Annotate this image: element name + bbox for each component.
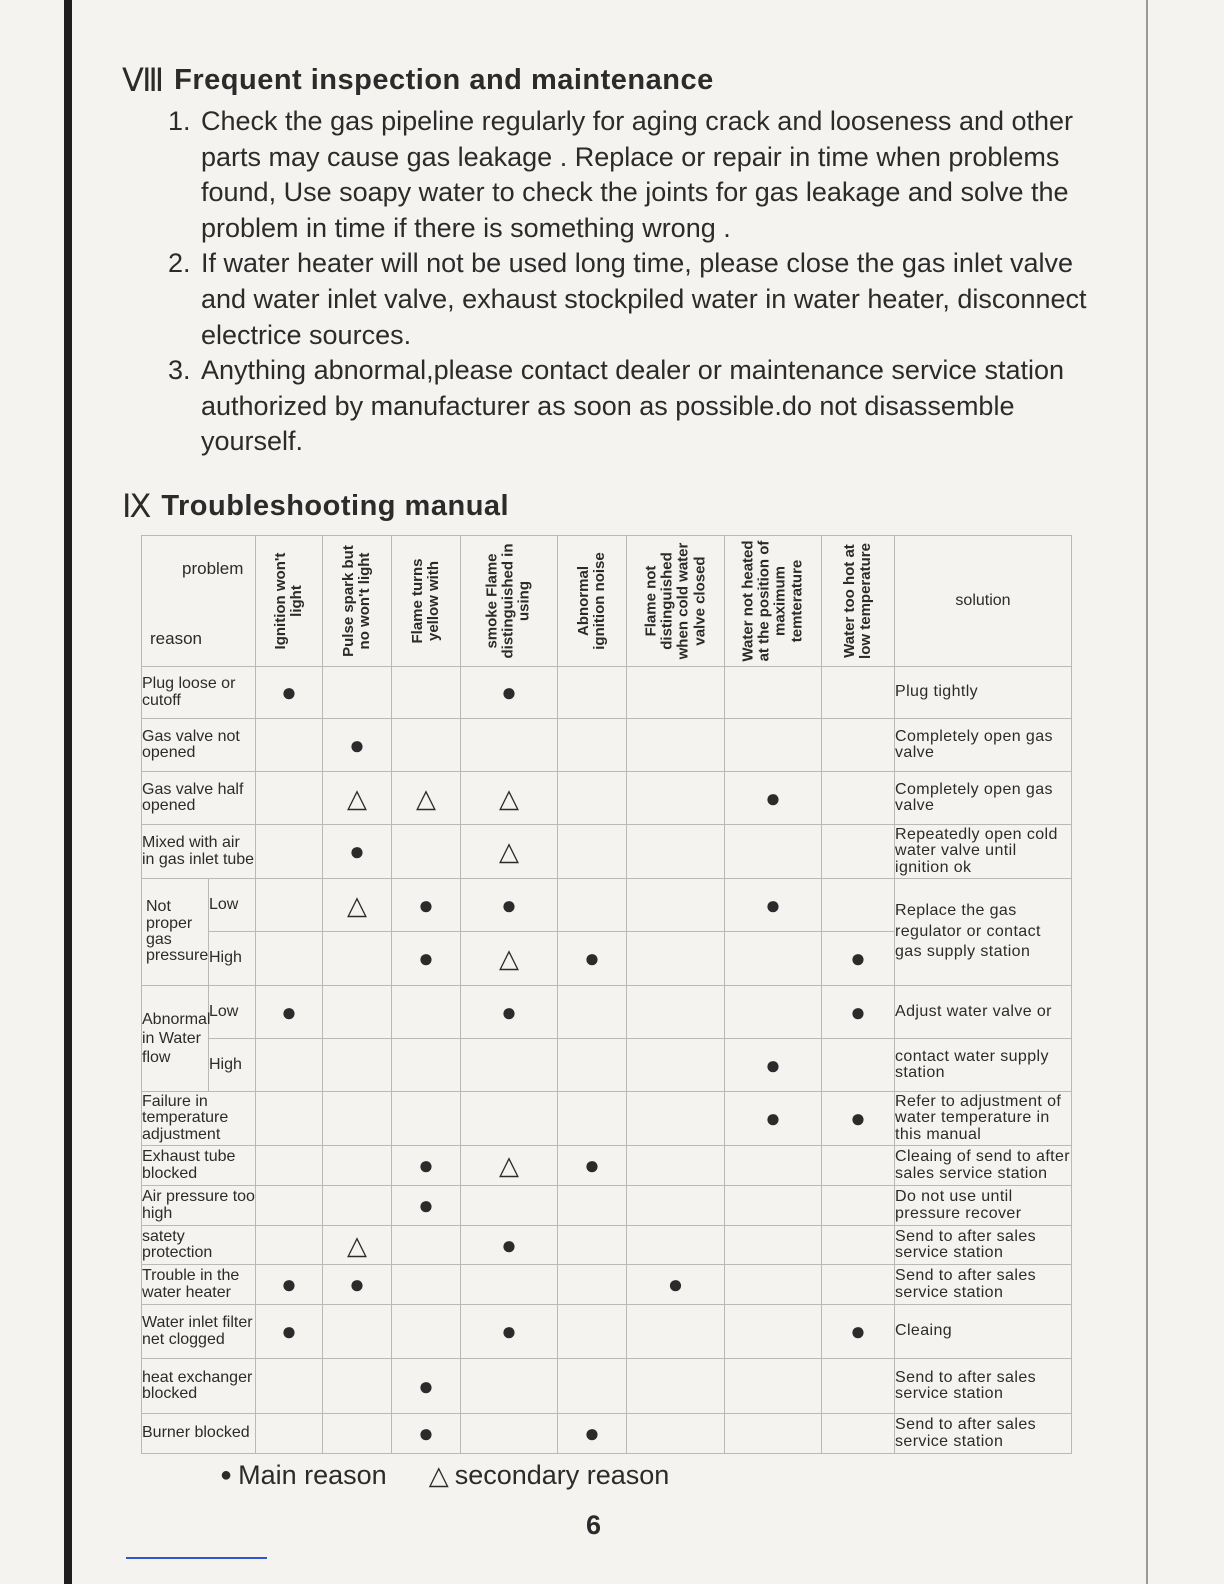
reason-cell: Trouble in the water heater — [142, 1265, 256, 1305]
mark-cell — [558, 879, 627, 932]
mark-cell: ● — [256, 986, 323, 1039]
solution-cell: Repeatedly open cold water valve until ignition ok — [895, 825, 1072, 879]
mark-cell — [323, 1305, 392, 1359]
mark-cell — [392, 1305, 461, 1359]
mark-cell: ● — [558, 1414, 627, 1454]
mark-cell: ● — [822, 1305, 895, 1359]
mark-cell — [256, 1186, 323, 1226]
mark-cell — [558, 772, 627, 825]
mark-cell: ● — [392, 1359, 461, 1414]
mark-cell — [725, 1414, 822, 1454]
mark-cell — [558, 1039, 627, 1092]
mark-cell — [558, 719, 627, 772]
problem-header — [256, 536, 323, 667]
mark-cell — [256, 772, 323, 825]
mark-cell — [256, 1226, 323, 1265]
solution-cell: Completely open gas valve — [895, 719, 1072, 772]
mark-cell — [558, 1226, 627, 1265]
mark-cell — [558, 825, 627, 879]
table-row — [142, 986, 1072, 1039]
mark-cell — [627, 932, 725, 986]
mark-cell — [256, 1414, 323, 1454]
mark-cell — [558, 1186, 627, 1226]
mark-cell: ● — [725, 1092, 822, 1146]
mark-cell — [323, 1359, 392, 1414]
mark-cell — [725, 1265, 822, 1305]
mark-cell — [461, 1186, 558, 1226]
problem-header — [725, 536, 822, 667]
troubleshooting-table — [141, 535, 1072, 1454]
mark-cell — [392, 986, 461, 1039]
mark-cell: ● — [323, 825, 392, 879]
section-9-number: Ⅸ — [122, 488, 152, 524]
secondary-reason-label: secondary reason — [454, 1460, 670, 1490]
mark-cell — [627, 772, 725, 825]
mark-cell — [256, 879, 323, 932]
mark-cell: ● — [392, 879, 461, 932]
item-number: 1. — [168, 106, 191, 136]
binding-spine — [64, 0, 72, 1584]
mark-cell: △ — [392, 772, 461, 825]
mark-cell — [461, 1092, 558, 1146]
mark-cell — [558, 1305, 627, 1359]
table-row — [142, 879, 1072, 932]
reason-cell: Air pressure too high — [142, 1186, 256, 1226]
mark-cell — [822, 719, 895, 772]
reason-cell: Abnormal in Water flow — [142, 986, 209, 1092]
table-row — [142, 1265, 1072, 1305]
mark-cell — [558, 1092, 627, 1146]
mark-cell: ● — [461, 879, 558, 932]
mark-cell — [323, 1092, 392, 1146]
mark-cell — [323, 1186, 392, 1226]
problem-header — [627, 536, 725, 667]
reason-cell: Plug loose or cutoff — [142, 667, 256, 719]
item-text: If water heater will not be used long time, please close the gas inlet valve and water inlet valve, exhaust stockpiled water in water heater, disconnect electrice sources. — [201, 248, 1087, 350]
problem-label: Abnormal ignition noise — [574, 552, 608, 650]
mark-cell: △ — [323, 1226, 392, 1265]
table-row — [142, 1226, 1072, 1265]
mark-cell: ● — [725, 879, 822, 932]
mark-cell — [627, 1146, 725, 1186]
reason-cell: Gas valve not opened — [142, 719, 256, 772]
reason-cell: Water inlet filter net clogged — [142, 1305, 256, 1359]
solution-cell: Do not use until pressure recover — [895, 1186, 1072, 1226]
mark-cell — [822, 667, 895, 719]
mark-cell — [323, 986, 392, 1039]
mark-cell — [725, 986, 822, 1039]
mark-cell: ● — [725, 1039, 822, 1092]
section-8-title: Frequent inspection and maintenance — [174, 63, 714, 96]
mark-cell: ● — [461, 986, 558, 1039]
table-row — [142, 772, 1072, 825]
mark-cell — [256, 1039, 323, 1092]
mark-cell: △ — [461, 825, 558, 879]
mark-cell — [392, 1226, 461, 1265]
section-8-heading — [122, 62, 714, 98]
item-number: 3. — [168, 355, 191, 386]
item-text: Check the gas pipeline regularly for aging crack and looseness and other parts may cause gas leakage . Replace or repair in time when problems found, Use soapy water to check the joints for gas leakage and solve the problem in time if there is something wrong . — [201, 106, 1074, 243]
solution-cell: Send to after sales service station — [895, 1359, 1072, 1414]
item-number: 2. — [168, 248, 191, 279]
mark-cell: ● — [822, 1092, 895, 1146]
mark-cell — [627, 719, 725, 772]
item-text: Anything abnormal,please contact dealer or maintenance service station authorized by manufacturer as soon as possible.do not disassemble yourself. — [201, 355, 1064, 457]
mark-cell — [627, 1359, 725, 1414]
list-item — [168, 246, 1098, 353]
mark-cell — [822, 772, 895, 825]
section-9-heading — [122, 488, 509, 524]
solution-header: solution — [895, 536, 1072, 667]
reason-cell: Burner blocked — [142, 1414, 256, 1454]
mark-cell — [822, 825, 895, 879]
mark-cell — [392, 1039, 461, 1092]
reason-cell: Not proper gas pressure — [142, 879, 209, 986]
table-row — [142, 1039, 1072, 1092]
table-row — [142, 1305, 1072, 1359]
underline-mark — [126, 1557, 267, 1559]
sub-reason-cell: Low — [209, 986, 256, 1039]
solution-cell: Cleaing — [895, 1305, 1072, 1359]
table-row — [142, 1414, 1072, 1454]
solution-cell: Plug tightly — [895, 667, 1072, 719]
problem-header — [323, 536, 392, 667]
mark-cell: ● — [392, 1146, 461, 1186]
mark-cell — [725, 932, 822, 986]
problem-header — [392, 536, 461, 667]
mark-cell — [392, 1265, 461, 1305]
reason-cell: Mixed with air in gas inlet tube — [142, 825, 256, 879]
mark-cell — [627, 1092, 725, 1146]
table-row — [142, 1186, 1072, 1226]
mark-cell: ● — [461, 1226, 558, 1265]
problem-label: Water too hot at low temperature — [840, 543, 874, 659]
solution-cell: Send to after sales service station — [895, 1414, 1072, 1454]
reason-cell: heat exchanger blocked — [142, 1359, 256, 1414]
maintenance-list — [168, 104, 1098, 460]
mark-cell — [558, 1359, 627, 1414]
problem-label: smoke Flame distinguished in using — [483, 543, 534, 659]
mark-cell — [725, 1146, 822, 1186]
mark-cell: △ — [461, 772, 558, 825]
mark-cell — [461, 1039, 558, 1092]
mark-cell: ● — [725, 772, 822, 825]
page-edge — [1146, 0, 1148, 1584]
solution-cell: Send to after sales service station — [895, 1265, 1072, 1305]
mark-cell: ● — [461, 1305, 558, 1359]
mark-cell: ● — [392, 1186, 461, 1226]
main-reason-dot-icon: ● — [220, 1464, 233, 1486]
corner-reason-label: reason — [150, 629, 202, 648]
mark-cell — [627, 667, 725, 719]
mark-cell — [627, 1305, 725, 1359]
mark-cell — [256, 719, 323, 772]
mark-cell — [627, 986, 725, 1039]
mark-cell — [627, 1186, 725, 1226]
problem-header — [558, 536, 627, 667]
mark-cell — [392, 667, 461, 719]
mark-cell: △ — [461, 932, 558, 986]
mark-cell — [725, 719, 822, 772]
sub-reason-cell: High — [209, 932, 256, 986]
mark-cell: ● — [256, 667, 323, 719]
mark-cell: ● — [627, 1265, 725, 1305]
mark-cell — [558, 667, 627, 719]
mark-cell — [323, 1146, 392, 1186]
reason-cell: Exhaust tube blocked — [142, 1146, 256, 1186]
mark-cell — [256, 825, 323, 879]
list-item — [168, 353, 1098, 460]
problem-label: Pulse spark but no won't light — [339, 545, 373, 657]
solution-cell: Replace the gas regulator or contact gas supply station — [895, 879, 1072, 986]
mark-cell — [725, 1305, 822, 1359]
reason-cell: Gas valve half opened — [142, 772, 256, 825]
mark-cell — [256, 1359, 323, 1414]
mark-cell — [461, 1265, 558, 1305]
mark-cell: ● — [256, 1305, 323, 1359]
mark-cell — [392, 719, 461, 772]
list-item — [168, 104, 1098, 246]
mark-cell — [256, 1146, 323, 1186]
mark-cell: ● — [392, 932, 461, 986]
table-row — [142, 825, 1072, 879]
header-row — [142, 536, 1072, 667]
mark-cell — [256, 1092, 323, 1146]
mark-cell — [627, 825, 725, 879]
problem-label: Water not heated at the position of maximum temterature — [739, 540, 806, 662]
mark-cell — [822, 879, 895, 932]
mark-cell — [461, 1359, 558, 1414]
mark-cell — [392, 825, 461, 879]
problem-label: Flame turns yellow with — [408, 558, 442, 644]
main-reason-label: Main reason — [238, 1460, 387, 1490]
table-row — [142, 1092, 1072, 1146]
mark-cell — [822, 1359, 895, 1414]
mark-cell: △ — [323, 772, 392, 825]
mark-cell: ● — [323, 719, 392, 772]
problem-header — [822, 536, 895, 667]
mark-cell — [822, 1186, 895, 1226]
mark-cell — [392, 1092, 461, 1146]
mark-cell — [822, 1146, 895, 1186]
mark-cell — [627, 879, 725, 932]
mark-cell — [627, 1226, 725, 1265]
solution-cell: contact water supply station — [895, 1039, 1072, 1092]
secondary-reason-triangle-icon: △ — [428, 1460, 449, 1490]
mark-cell — [323, 932, 392, 986]
solution-cell: Cleaing of send to after sales service station — [895, 1146, 1072, 1186]
sub-reason-cell: Low — [209, 879, 256, 932]
mark-cell: △ — [323, 879, 392, 932]
mark-cell: ● — [461, 667, 558, 719]
mark-cell: ● — [392, 1414, 461, 1454]
mark-cell: ● — [323, 1265, 392, 1305]
mark-cell — [323, 667, 392, 719]
mark-cell — [323, 1414, 392, 1454]
problem-label: Ignition won't light — [271, 552, 305, 650]
table-row — [142, 1359, 1072, 1414]
mark-cell — [725, 1359, 822, 1414]
mark-cell — [461, 719, 558, 772]
legend — [220, 1460, 669, 1491]
mark-cell: ● — [558, 932, 627, 986]
mark-cell — [725, 667, 822, 719]
corner-problem-label: problem — [182, 559, 244, 578]
section-8-number: Ⅷ — [122, 62, 165, 98]
solution-cell: Send to after sales service station — [895, 1226, 1072, 1265]
mark-cell: ● — [822, 932, 895, 986]
problem-header — [461, 536, 558, 667]
mark-cell — [256, 932, 323, 986]
mark-cell: ● — [822, 986, 895, 1039]
mark-cell — [558, 986, 627, 1039]
mark-cell — [822, 1226, 895, 1265]
corner-cell — [142, 536, 256, 667]
page-number: 6 — [586, 1510, 602, 1540]
reason-cell: satety protection — [142, 1226, 256, 1265]
mark-cell — [725, 825, 822, 879]
mark-cell — [627, 1039, 725, 1092]
mark-cell: ● — [558, 1146, 627, 1186]
reason-cell: Failure in temperature adjustment — [142, 1092, 256, 1146]
solution-cell: Completely open gas valve — [895, 772, 1072, 825]
mark-cell — [558, 1265, 627, 1305]
mark-cell — [627, 1414, 725, 1454]
mark-cell: ● — [256, 1265, 323, 1305]
mark-cell — [822, 1265, 895, 1305]
mark-cell — [822, 1039, 895, 1092]
solution-cell: Refer to adjustment of water temperature in this manual — [895, 1092, 1072, 1146]
mark-cell — [461, 1414, 558, 1454]
mark-cell — [822, 1414, 895, 1454]
table-row — [142, 719, 1072, 772]
solution-cell: Adjust water valve or — [895, 986, 1072, 1039]
mark-cell — [725, 1226, 822, 1265]
table-row — [142, 667, 1072, 719]
mark-cell — [323, 1039, 392, 1092]
section-9-title: Troubleshooting manual — [161, 489, 510, 522]
mark-cell — [725, 1186, 822, 1226]
mark-cell: △ — [461, 1146, 558, 1186]
problem-label: Flame not distinguished when cold water valve closed — [642, 542, 708, 660]
sub-reason-cell: High — [209, 1039, 256, 1092]
table-row — [142, 1146, 1072, 1186]
